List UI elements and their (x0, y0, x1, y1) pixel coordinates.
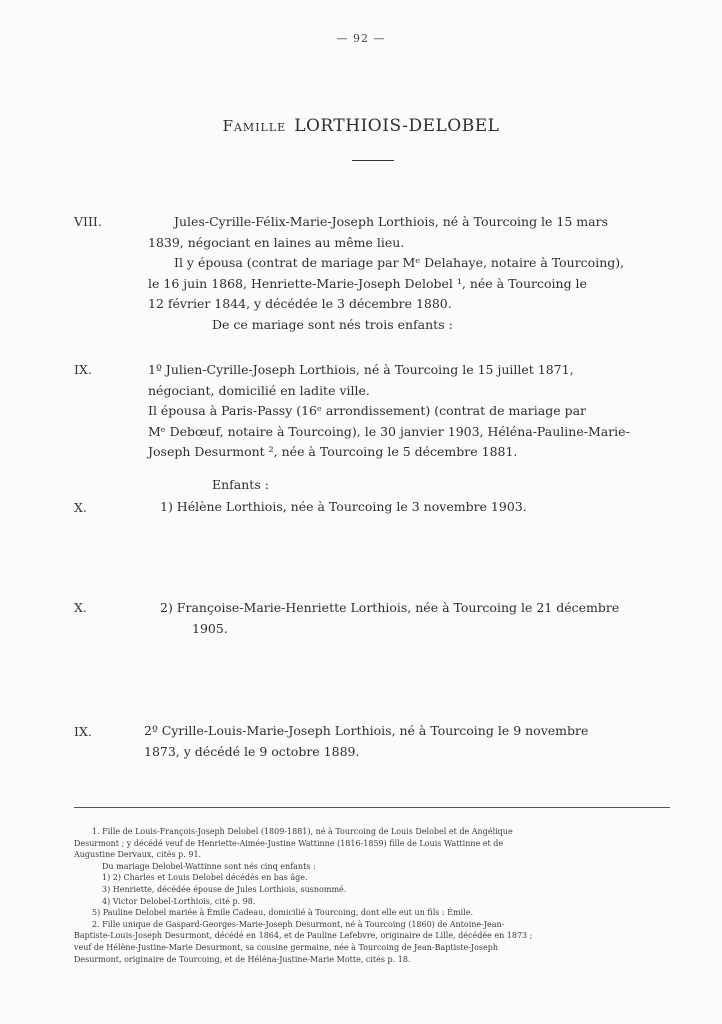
footnote-line: Desurmont, originaire de Tourcoing, et de Héléna-Justine-Marie Motte, cités p. 18. (74, 954, 411, 964)
entry-block (144, 721, 588, 762)
page-number: — 92 — (336, 32, 386, 45)
footnote-line: veuf de Hélène-Justine-Marie Desurmont, sa cousine germaine, née à Tourcoing de Jean-Baptiste-Joseph (74, 942, 499, 952)
entry-line: Joseph Desurmont ², née à Tourcoing le 5 décembre 1881. (148, 444, 518, 459)
entry-line: 1º Julien-Cyrille-Joseph Lorthiois, né à Tourcoing le 15 juillet 1871, (148, 362, 574, 377)
entry-line: Mᵉ Debœuf, notaire à Tourcoing), le 30 janvier 1903, Héléna-Pauline-Marie- (148, 423, 630, 439)
generation-label: IX. (74, 724, 92, 739)
generation-label: X. (74, 500, 87, 515)
generation-label: IX. (74, 362, 92, 377)
entry-line: 1839, négociant en laines au même lieu. (148, 234, 405, 250)
entry-line: 12 février 1844, y décédée le 3 décembre 1880. (148, 296, 452, 311)
entry-line: 2º Cyrille-Louis-Marie-Joseph Lorthiois, né à Tourcoing le 9 novembre (144, 723, 589, 738)
footnote-line: Du mariage Delobel-Wattinne sont nés cinq enfants : (102, 861, 316, 871)
entry-line: 1905. (192, 620, 228, 636)
entry-line: 1873, y décédé le 9 octobre 1889. (144, 743, 360, 759)
footnote-line: 5) Pauline Delobel mariée à Émile Cadeau, domicilié à Tourcoing, dont elle eut un fils : Émile. (92, 908, 473, 918)
entry-line: le 16 juin 1868, Henriette-Marie-Joseph Delobel ¹, née à Tourcoing le (148, 275, 587, 291)
title-famille: Famille (222, 117, 287, 135)
entry-block (148, 360, 630, 495)
entry-block (160, 598, 619, 639)
generation-label: VIII. (74, 214, 102, 229)
entry-line: Il épousa à Paris-Passy (16ᵉ arrondissement) (contrat de mariage par (148, 403, 587, 418)
footnote-line: 1. Fille de Louis-François-Joseph Delobel (1809-1881), né à Tourcoing de Louis Delobel et de Angélique (92, 827, 513, 836)
footnote-line: Desurmont ; y décédé veuf de Henriette-Aimée-Justine Wattinne (1816-1859) fille de Louis Wattinne et de (74, 838, 504, 848)
entry-block (160, 497, 527, 518)
footnote-line: 2. Fille unique de Gaspard-Georges-Marie-Joseph Desurmont, né à Tourcoing (1860) de Antoine-Jean- (92, 919, 505, 929)
footnote-line: 4) Victor Delobel-Lorthiois, cité p. 98. (102, 896, 256, 906)
footnote-line: 3) Henriette, décédée épouse de Jules Lorthiois, susnommé. (102, 884, 347, 894)
footnotes (74, 826, 533, 965)
entry-line: 1) Hélène Lorthiois, née à Tourcoing le 3 novembre 1903. (160, 499, 527, 514)
entry-line: Il y épousa (contrat de mariage par Mᵉ Delahaye, notaire à Tourcoing), (174, 255, 625, 270)
footnote-line: Baptiste-Louis-Joseph Desurmont, décédé en 1864, et de Pauline Lefebvre, originaire de Lille, décédée en 1873 ; (74, 931, 533, 941)
page-title (0, 116, 722, 136)
footnote-line: Augustine Dervaux, cités p. 91. (74, 850, 202, 860)
entry-block (148, 212, 624, 335)
entry-line: De ce mariage sont nés trois enfants : (212, 316, 453, 332)
footnote-line: 1) 2) Charles et Louis Delobel décédés en bas âge. (102, 873, 308, 883)
entry-line: 2) Françoise-Marie-Henriette Lorthiois, née à Tourcoing le 21 décembre (160, 600, 620, 615)
entry-line: Jules-Cyrille-Félix-Marie-Joseph Lorthiois, né à Tourcoing le 15 mars (174, 214, 608, 229)
generation-label: X. (74, 600, 87, 615)
entry-line: Enfants : (212, 476, 269, 492)
title-name: LORTHIOIS-DELOBEL (294, 116, 500, 136)
title-divider (352, 160, 394, 161)
footnote-divider (74, 807, 670, 808)
entry-line: négociant, domicilié en ladite ville. (148, 382, 370, 398)
